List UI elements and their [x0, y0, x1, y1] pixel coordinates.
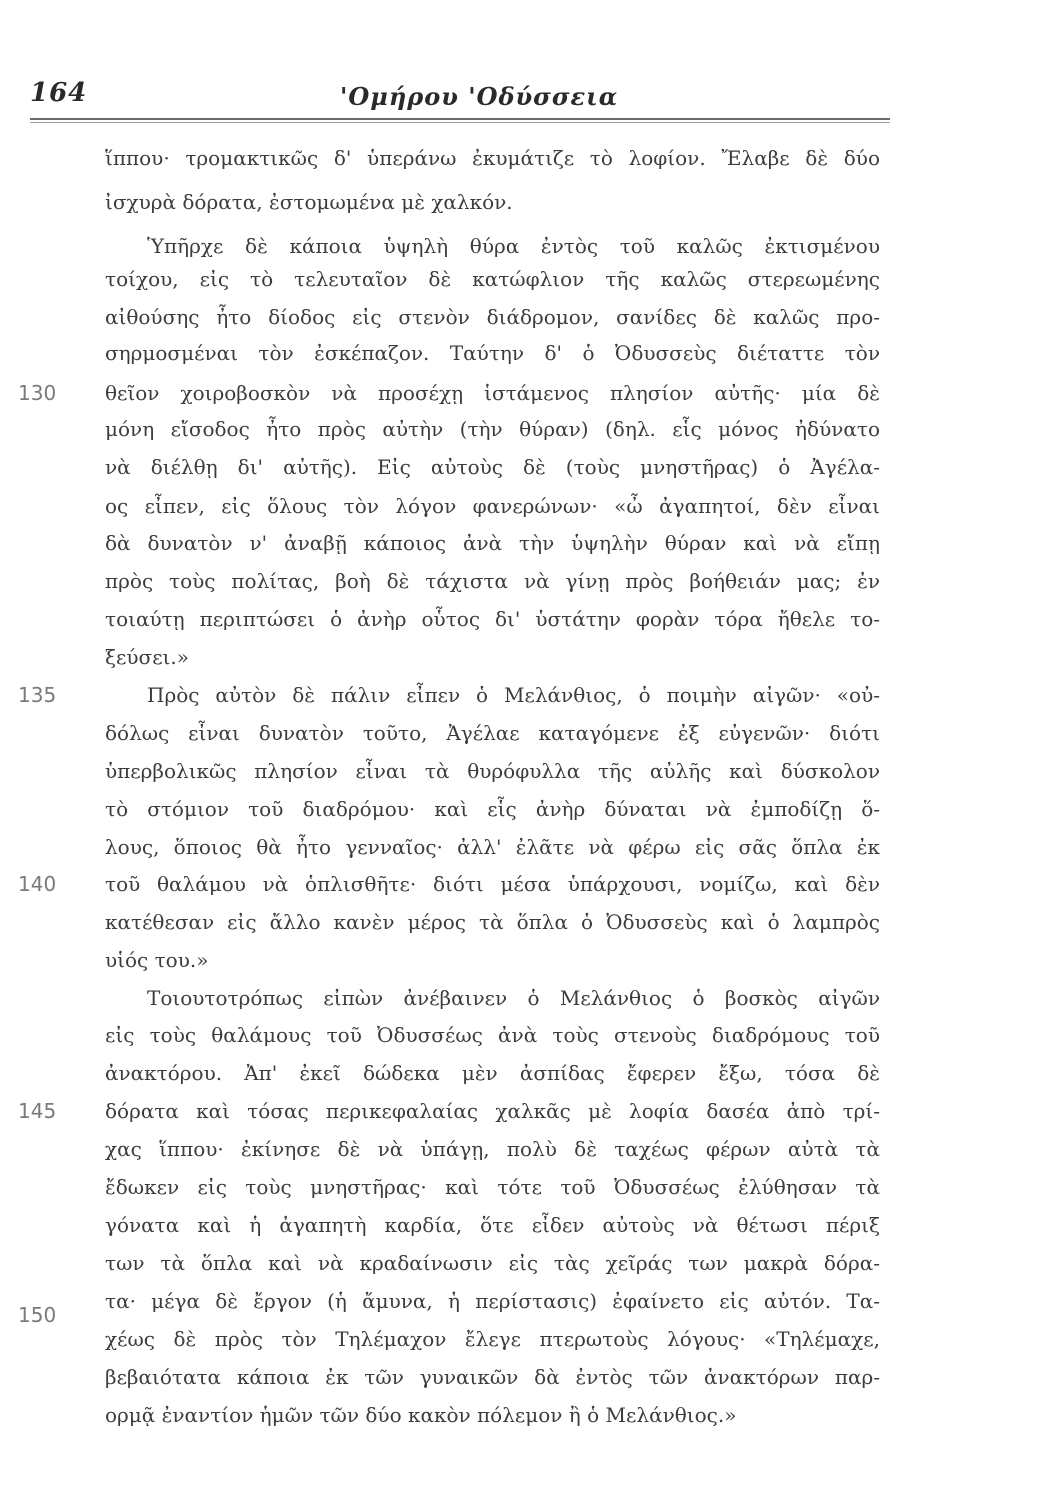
header-rule [30, 118, 890, 120]
running-title: 'Ομήρου 'Οδύσσεια [340, 82, 619, 111]
text-line: τοίχου, εἰς τὸ τελευταῖον δὲ κατώφλιον τῆς καλῶς στερεωμένης [105, 267, 880, 291]
text-line: ος εἶπεν, εἰς ὅλους τὸν λόγον φανερώνων· «ὦ ἀγαπητοί, δὲν εἶναι [105, 494, 880, 518]
text-line: ορμᾷ ἐναντίον ἡμῶν τῶν δύο κακὸν πόλεμον ἢ ὁ Μελάνθιος.» [105, 1403, 737, 1427]
text-line: Τοιουτοτρόπως εἰπὼν ἀνέβαινεν ὁ Μελάνθιος ὁ βοσκὸς αἰγῶν [147, 986, 880, 1010]
text-line: αἰθούσης ἦτο δίοδος εἰς στενὸν διάδρομον, σανίδες δὲ καλῶς προ- [105, 305, 880, 329]
text-line: ἀνακτόρου. Ἀπ' ἐκεῖ δώδεκα μὲν ἀσπίδας ἔφερεν ἔξω, τόσα δὲ [105, 1061, 880, 1085]
text-line: δόλως εἶναι δυνατὸν τοῦτο, Ἀγέλαε καταγόμενε ἐξ εὐγενῶν· διότι [105, 721, 880, 745]
text-line: υἱός του.» [105, 948, 209, 972]
text-line: τοιαύτῃ περιπτώσει ὁ ἀνὴρ οὗτος δι' ὑστάτην φορὰν τόρα ἤθελε το- [105, 607, 880, 631]
text-line: των τὰ ὅπλα καὶ νὰ κραδαίνωσιν εἰς τὰς χεῖράς των μακρὰ δόρα- [105, 1251, 880, 1275]
text-line: εἰς τοὺς θαλάμους τοῦ Ὀδυσσέως ἀνὰ τοὺς στενοὺς διαδρόμους τοῦ [105, 1023, 880, 1047]
line-number: 150 [18, 1303, 57, 1327]
text-line: ἵππου· τρομακτικῶς δ' ὑπεράνω ἐκυμάτιζε τὸ λοφίον. Ἔλαβε δὲ δύο [105, 146, 880, 170]
text-line: Πρὸς αὐτὸν δὲ πάλιν εἶπεν ὁ Μελάνθιος, ὁ ποιμὴν αἰγῶν· «οὐ- [147, 683, 880, 707]
text-line: θεῖον χοιροβοσκὸν νὰ προσέχῃ ἱστάμενος πλησίον αὐτῆς· μία δὲ [105, 381, 880, 405]
text-line: τοῦ θαλάμου νὰ ὁπλισθῆτε· διότι μέσα ὑπάρχουσι, νομίζω, καὶ δὲν [105, 872, 880, 896]
text-line: κατέθεσαν εἰς ἄλλο κανὲν μέρος τὰ ὅπλα ὁ Ὀδυσσεὺς καὶ ὁ λαμπρὸς [105, 910, 880, 934]
text-line: λους, ὅποιος θὰ ἦτο γενναῖος· ἀλλ' ἐλᾶτε νὰ φέρω εἰς σᾶς ὅπλα ἐκ [105, 835, 880, 859]
line-number: 135 [18, 683, 57, 707]
text-line: δόρατα καὶ τόσας περικεφαλαίας χαλκᾶς μὲ λοφία δασέα ἀπὸ τρί- [105, 1099, 880, 1123]
text-line: μόνη εἴσοδος ἦτο πρὸς αὐτὴν (τὴν θύραν) (δηλ. εἷς μόνος ἠδύνατο [105, 417, 880, 441]
text-line: πρὸς τοὺς πολίτας, βοὴ δὲ τάχιστα νὰ γίνῃ πρὸς βοήθειάν μας; ἐν [105, 569, 880, 593]
text-line: βεβαιότατα κάποια ἐκ τῶν γυναικῶν δὰ ἐντὸς τῶν ἀνακτόρων παρ- [105, 1365, 880, 1389]
text-line: ἰσχυρὰ δόρατα, ἐστομωμένα μὲ χαλκόν. [105, 190, 513, 214]
page-header [30, 78, 890, 118]
page-number: 164 [30, 78, 88, 108]
line-number: 130 [18, 381, 57, 405]
text-line: νὰ διέλθῃ δι' αὐτῆς). Εἰς αὐτοὺς δὲ (τοὺς μνηστῆρας) ὁ Ἀγέλα- [105, 455, 880, 479]
text-line: Ὑπῆρχε δὲ κάποια ὑψηλὴ θύρα ἐντὸς τοῦ καλῶς ἐκτισμένου [147, 234, 880, 258]
line-number: 140 [18, 872, 57, 896]
text-line: δὰ δυνατὸν ν' ἀναβῇ κάποιος ἀνὰ τὴν ὑψηλὴν θύραν καὶ νὰ εἴπῃ [105, 531, 880, 555]
text-line: ἔδωκεν εἰς τοὺς μνηστῆρας· καὶ τότε τοῦ Ὀδυσσέως ἐλύθησαν τὰ [105, 1175, 880, 1199]
text-line: τα· μέγα δὲ ἔργον (ἡ ἄμυνα, ἡ περίστασις) ἐφαίνετο εἰς αὐτόν. Τα- [105, 1289, 880, 1313]
header-rule-thin [30, 122, 890, 123]
text-line: γόνατα καὶ ἡ ἀγαπητὴ καρδία, ὅτε εἶδεν αὐτοὺς νὰ θέτωσι πέριξ [105, 1213, 880, 1237]
text-line: χας ἵππου· ἐκίνησε δὲ νὰ ὑπάγῃ, πολὺ δὲ ταχέως φέρων αὐτὰ τὰ [105, 1137, 880, 1161]
text-line: τὸ στόμιον τοῦ διαδρόμου· καὶ εἷς ἀνὴρ δύναται νὰ ἐμποδίζῃ ὅ- [105, 797, 880, 821]
text-line: χέως δὲ πρὸς τὸν Τηλέμαχον ἔλεγε πτερωτοὺς λόγους· «Τηλέμαχε, [105, 1327, 880, 1351]
text-line: ὑπερβολικῶς πλησίον εἶναι τὰ θυρόφυλλα τῆς αὐλῆς καὶ δύσκολον [105, 759, 880, 783]
text-line: ξεύσει.» [105, 645, 189, 669]
line-number: 145 [18, 1099, 57, 1123]
text-line: σηρμοσμέναι τὸν ἐσκέπαζον. Ταύτην δ' ὁ Ὀδυσσεὺς διέταττε τὸν [105, 341, 880, 365]
